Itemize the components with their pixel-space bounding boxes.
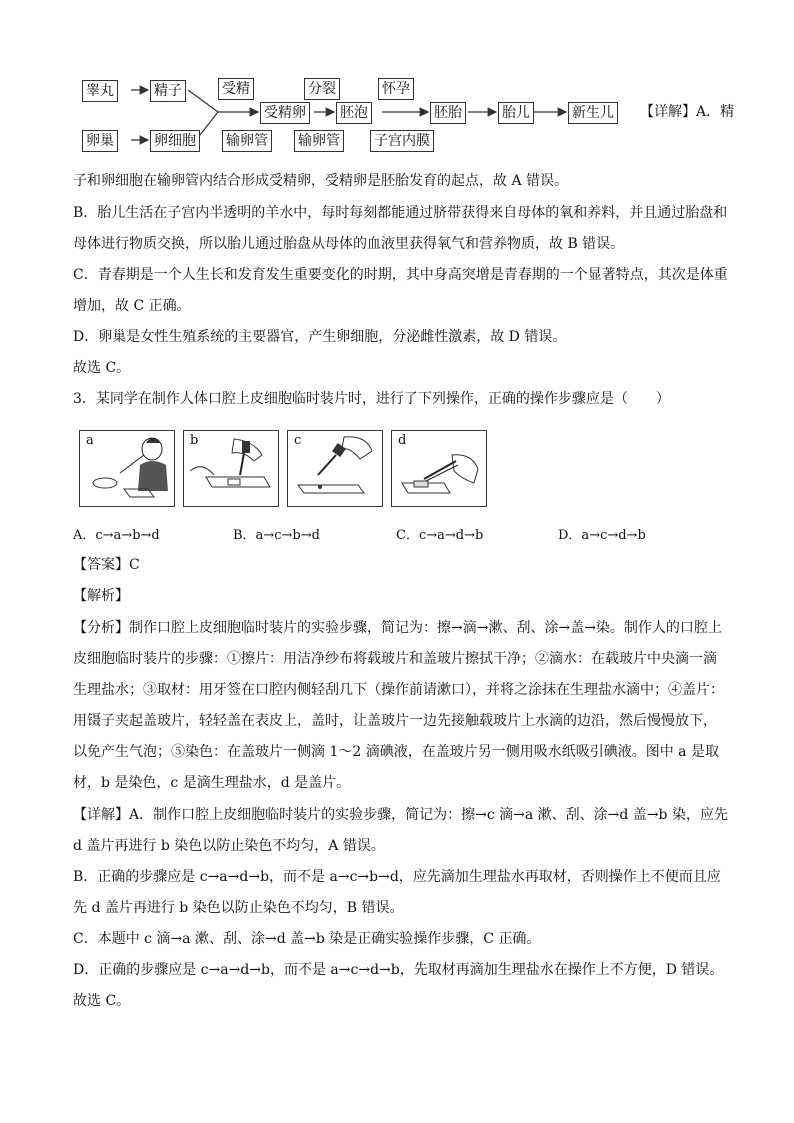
flow-label-oviduct-1: 输卵管 xyxy=(222,130,272,152)
detail-option-a: 【详解】A．制作口腔上皮细胞临时装片的实验步骤，简记为：擦→c 滴→a 漱、刮、涂→d 盖→b 染，应先 d 盖片再进行 b 染色以防止染色不均匀，A 错误。 xyxy=(73,807,728,854)
final-choice: 故选 C。 xyxy=(73,993,131,1009)
flow-label-division: 分裂 xyxy=(304,78,340,100)
panel-c-label: c xyxy=(294,433,302,448)
flow-box-egg-cell: 卵细胞 xyxy=(150,130,200,152)
flow-box-blastocyst: 胚泡 xyxy=(336,102,372,124)
detail-option-c: C．本题中 c 滴→a 漱、刮、涂→d 盖→b 染是正确实验操作步骤，C 正确。 xyxy=(73,931,541,947)
detail-option-d: D．正确的步骤应是 c→a→d→b，而不是 a→c→d→b，先取材再滴加生理盐水在操作上不方便，D 错误。 xyxy=(73,962,724,978)
para-option-a: 子和卵细胞在输卵管内结合形成受精卵，受精卵是胚胎发育的起点，故 A 错误。 xyxy=(73,173,569,189)
panel-a xyxy=(79,430,175,507)
flow-label-oviduct-2: 输卵管 xyxy=(294,130,344,152)
option-c: C．c→a→d→b xyxy=(396,528,484,543)
panel-d-label: d xyxy=(398,433,407,448)
analysis-title: 【解析】 xyxy=(73,588,129,604)
para-option-b: B．胎儿生活在子宫内半透明的羊水中，每时每刻都能通过脐带获得来自母体的氧和养料，并且通过胎盘和母体进行物质交换，所以胎儿通过胎盘从母体的血液里获得氧气和营养物质，故 B 错误。 xyxy=(73,205,728,252)
panel-d-illustration xyxy=(392,431,486,506)
flow-label-endometrium: 子宫内膜 xyxy=(370,130,434,152)
option-a: A．c→a→b→d xyxy=(73,528,160,543)
procedure-figure xyxy=(79,430,459,507)
flow-label-pregnancy: 怀孕 xyxy=(378,78,414,100)
flow-box-newborn: 新生儿 xyxy=(568,102,618,124)
panel-b xyxy=(183,430,279,507)
detail-option-b: B．正确的步骤应是 c→a→d→b，而不是 a→c→b→d，应先滴加生理盐水再取材，否则操作上不便而且应先 d 盖片再进行 b 染色以防止染色不均匀，B 错误。 xyxy=(73,869,721,916)
flow-box-fetus: 胎儿 xyxy=(498,102,534,124)
flow-box-testis: 睾丸 xyxy=(82,80,118,102)
answer-options xyxy=(73,520,728,551)
option-d: D．a→c→d→b xyxy=(558,528,646,543)
para-choose: 故选 C。 xyxy=(73,360,131,376)
flow-box-ovary: 卵巢 xyxy=(82,130,118,152)
answer-line: 【答案】C xyxy=(73,557,140,573)
option-b: B．a→c→b→d xyxy=(233,528,320,543)
flow-box-zygote: 受精卵 xyxy=(260,102,310,124)
panel-b-illustration xyxy=(184,431,278,506)
panel-c-illustration xyxy=(288,431,382,506)
flow-box-sperm: 精子 xyxy=(150,80,186,102)
para-option-d: D．卵巢是女性生殖系统的主要器官，产生卵细胞，分泌雌性激素，故 D 错误。 xyxy=(73,329,567,345)
flow-label-fertilization: 受精 xyxy=(218,78,254,100)
reproduction-flowchart xyxy=(78,72,638,158)
question-3: 3．某同学在制作人体口腔上皮细胞临时装片时，进行了下列操作，正确的操作步骤应是（ ） xyxy=(73,391,670,407)
panel-c xyxy=(287,430,383,507)
panel-a-illustration xyxy=(80,431,174,506)
detail-heading-inline: 【详解】A．精 xyxy=(640,104,735,120)
analysis-paragraph: 【分析】制作口腔上皮细胞临时装片的实验步骤，简记为：擦→滴→漱、刮、涂→盖→染。制作人的口腔上皮细胞临时装片的步骤：①擦片：用洁净纱布将载玻片和盖玻片擦拭干净；②滴水：在载玻片中央滴一滴生理盐水；③取材：用牙签在口腔内侧轻刮几下（操作前请漱口），并将之涂抹在生理盐水滴中；④盖片：用镊子夹起盖玻片，轻轻盖在表皮上，盖时，让盖玻片一边先接触载玻片上水滴的边沿，然后慢慢放下，以免产生气泡；⑤染色：在盖玻片一侧滴 1～2 滴碘液，在盖玻片另一侧用吸水纸吸引碘液。图中 a 是取材，b 是染色，c 是滴生理盐水，d 是盖片。 xyxy=(73,620,724,791)
panel-a-label: a xyxy=(86,433,94,448)
para-option-c: C．青春期是一个人生长和发育发生重要变化的时期，其中身高突增是青春期的一个显著特点，其次是体重增加，故 C 正确。 xyxy=(73,267,728,314)
flow-box-embryo: 胚胎 xyxy=(430,102,466,124)
panel-d xyxy=(391,430,487,507)
panel-b-label: b xyxy=(190,433,199,448)
